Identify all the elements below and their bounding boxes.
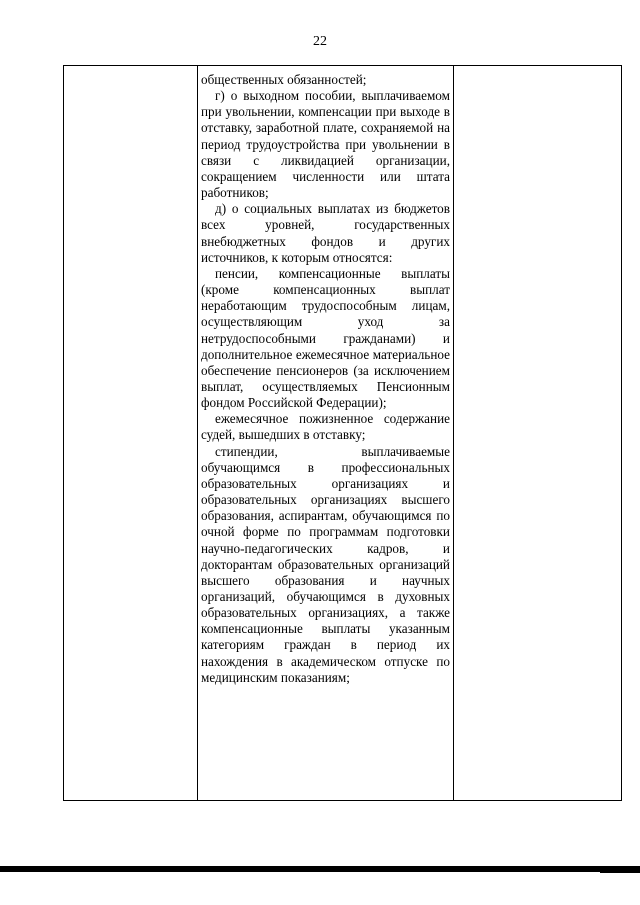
scan-edge-bar-end [600, 866, 640, 873]
paragraph: г) о выходном пособии, выплачиваемом при увольнении, компенсации при выходе в отставку, заработной плате, сохраняемой на период трудоустройства при увольнении в связи с ликвидацией организации, сокращением численности или штата работников; [201, 88, 450, 201]
page-number: 22 [313, 34, 327, 49]
document-table [63, 65, 622, 801]
paragraph: ежемесячное пожизненное содержание судей, вышедших в отставку; [201, 411, 450, 443]
middle-column-text [201, 72, 450, 686]
column-divider-left [197, 66, 198, 800]
paragraph: пенсии, компенсационные выплаты (кроме компенсационных выплат неработающим трудоспособным лицам, осуществляющим уход за нетрудоспособными гражданами) и дополнительное ежемесячное материальное обеспечение пенсионеров (за исключением выплат, осуществляемых Пенсионным фондом Российской Федерации); [201, 265, 450, 411]
column-divider-right [453, 66, 454, 800]
paragraph: общественных обязанностей; [201, 72, 367, 87]
scan-edge-bar [0, 866, 640, 872]
paragraph: стипендии, выплачиваемые обучающимся в профессиональных образовательных организациях и образовательных организациях высшего образования, аспирантам, обучающимся по очной форме по программам подготовки научно-педагогических кадров, и докторантам образовательных организаций высшего образования и научных организаций, обучающимся в духовных образовательных организациях, а также компенсационные выплаты указанным категориям граждан в период их нахождения в академическом отпуске по медицинским показаниям; [201, 443, 450, 685]
paragraph: д) о социальных выплатах из бюджетов всех уровней, государственных внебюджетных фондов и других источников, к которым относятся: [201, 201, 450, 265]
